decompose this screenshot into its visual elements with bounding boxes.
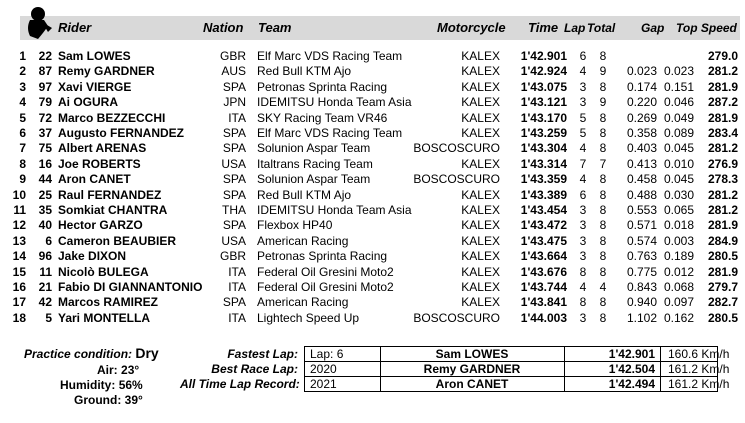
rider-name: Marco BEZZECCHI	[58, 110, 166, 125]
nation: SPA	[222, 187, 246, 202]
best-lap: 4	[579, 280, 587, 294]
team: Federal Oil Gresini Moto2	[257, 264, 394, 279]
top-speed: 282.7	[707, 295, 738, 310]
table-row	[0, 95, 745, 110]
position: 6	[19, 126, 26, 140]
lap-time: 1'43.389	[520, 187, 567, 202]
rider-number: 75	[38, 141, 52, 156]
team: IDEMITSU Honda Team Asia	[257, 95, 412, 110]
best-lap: 8	[579, 295, 587, 310]
rider-number: 11	[39, 264, 52, 279]
position: 16	[12, 280, 26, 294]
header-lap: Lap	[564, 21, 586, 35]
divider	[660, 346, 661, 361]
gap-to-previous: 0.012	[663, 264, 694, 279]
rider-number: 6	[45, 233, 52, 248]
position: 17	[12, 295, 26, 310]
table-row	[0, 218, 745, 233]
table-row	[0, 126, 745, 141]
rider-number: 96	[38, 249, 52, 264]
position: 9	[19, 172, 26, 187]
air-label: Air:	[97, 363, 118, 377]
team: Petronas Sprinta Racing	[257, 79, 388, 94]
gap-to-previous: 0.018	[663, 218, 694, 233]
gap-to-first: 0.174	[626, 79, 657, 94]
table-row	[0, 188, 745, 203]
best-lap: 8	[579, 264, 587, 279]
top-speed: 281.2	[707, 203, 738, 217]
rider-number: 44	[38, 172, 52, 187]
nation: GBR	[219, 249, 246, 264]
motorcycle: KALEX	[461, 156, 500, 171]
rider-name: Albert ARENAS	[58, 141, 147, 156]
top-speed: 281.9	[707, 110, 738, 125]
motorcycle: KALEX	[461, 233, 500, 248]
rider-name: Jake DIXON	[58, 249, 127, 264]
best-lap: 3	[579, 203, 587, 217]
gap-to-first: 0.940	[626, 295, 657, 310]
team: Solunion Aspar Team	[257, 141, 371, 156]
best-lap: 6	[579, 49, 587, 63]
record-time: 1'42.494	[608, 377, 655, 391]
record-label: All Time Lap Record:	[180, 377, 300, 391]
top-speed: 284.9	[707, 233, 738, 248]
motorcycle: KALEX	[461, 49, 500, 63]
top-speed: 281.9	[707, 79, 738, 94]
lap-time: 1'43.841	[520, 295, 567, 310]
rider-number: 16	[38, 156, 52, 171]
rider-number: 42	[38, 295, 52, 310]
record-row-best-race-lap	[180, 362, 740, 377]
nation: SPA	[222, 218, 246, 233]
divider	[564, 376, 565, 391]
position: 1	[19, 49, 26, 63]
motorcycle: KALEX	[461, 79, 500, 94]
lap-time: 1'43.304	[520, 141, 567, 156]
position: 3	[19, 79, 26, 94]
rider-number: 40	[38, 218, 52, 233]
gap-to-first: 0.403	[626, 141, 657, 156]
header-motorcycle: Motorcycle	[437, 20, 506, 35]
top-speed: 276.9	[707, 156, 738, 171]
gap-to-first: 0.763	[626, 249, 657, 264]
nation: SPA	[222, 141, 246, 156]
team: American Racing	[257, 295, 349, 310]
header-team: Team	[258, 20, 292, 35]
record-lap: 2021	[310, 377, 337, 391]
nation: THA	[222, 203, 246, 217]
position: 12	[12, 218, 26, 233]
gap-to-first: 0.269	[626, 110, 657, 125]
top-speed: 283.4	[707, 126, 738, 140]
table-row	[0, 80, 745, 95]
total-laps: 8	[599, 141, 607, 156]
total-laps: 8	[599, 187, 607, 202]
total-laps: 8	[599, 126, 607, 140]
rider-name: Hector GARZO	[58, 218, 143, 233]
top-speed: 281.9	[707, 218, 738, 233]
rider-number: 79	[38, 95, 52, 110]
gap-to-first: 0.413	[626, 156, 657, 171]
motorcycle: KALEX	[461, 126, 500, 140]
record-rider: Aron CANET	[435, 377, 509, 391]
position: 14	[12, 249, 26, 264]
best-lap: 4	[579, 64, 587, 79]
record-label: Fastest Lap:	[227, 347, 298, 361]
lap-time: 1'43.454	[520, 203, 567, 217]
gap-to-first: 0.553	[626, 203, 657, 217]
rider-name: Augusto FERNANDEZ	[58, 126, 184, 140]
position: 2	[19, 64, 26, 79]
table-row	[0, 141, 745, 156]
header-total: Total	[587, 21, 616, 35]
nation: SPA	[222, 126, 246, 140]
gap-to-first: 0.220	[626, 95, 657, 110]
team: Italtrans Racing Team	[257, 156, 373, 171]
best-lap: 3	[579, 79, 587, 94]
motorcycle: KALEX	[461, 249, 500, 264]
total-laps: 8	[599, 203, 607, 217]
team: Lightech Speed Up	[257, 310, 360, 325]
rider-number: 5	[45, 310, 52, 325]
results-header-bar	[20, 16, 740, 40]
rider-name: Joe ROBERTS	[58, 156, 141, 171]
position: 11	[13, 203, 26, 217]
gap-to-first: 0.458	[626, 172, 657, 187]
record-lap: Lap: 6	[310, 347, 344, 361]
table-row	[0, 249, 745, 264]
header-rider: Rider	[58, 20, 92, 35]
best-lap: 4	[579, 141, 587, 156]
record-rider: Remy GARDNER	[423, 362, 521, 376]
total-laps: 7	[599, 156, 607, 171]
gap-to-previous: 0.003	[663, 233, 694, 248]
record-time: 1'42.901	[608, 347, 655, 361]
gap-to-first: 0.843	[626, 280, 657, 294]
motorcycle: KALEX	[461, 203, 500, 217]
best-lap: 6	[579, 187, 587, 202]
nation: SPA	[222, 79, 246, 94]
table-row	[0, 49, 745, 64]
table-row	[0, 203, 745, 218]
nation: SPA	[222, 172, 246, 187]
gap-to-previous: 0.010	[663, 156, 694, 171]
motorcycle: KALEX	[461, 218, 500, 233]
gap-to-previous: 0.049	[663, 110, 694, 125]
total-laps: 9	[599, 95, 607, 110]
lap-time: 1'43.075	[520, 79, 567, 94]
position: 15	[12, 264, 26, 279]
total-laps: 4	[599, 280, 607, 294]
table-row	[0, 111, 745, 126]
nation: AUS	[221, 64, 246, 79]
top-speed: 280.5	[707, 249, 738, 264]
table-row	[0, 64, 745, 79]
ground-temperature	[74, 393, 143, 407]
divider	[380, 346, 381, 361]
humidity	[60, 378, 143, 392]
motorcycle: KALEX	[461, 110, 500, 125]
team: Federal Oil Gresini Moto2	[257, 280, 394, 294]
motorcycle: KALEX	[461, 264, 500, 279]
gap-to-first: 1.102	[626, 310, 657, 325]
position: 8	[19, 156, 26, 171]
team: Solunion Aspar Team	[257, 172, 371, 187]
record-speed: 161.2 Km/h	[668, 377, 730, 391]
total-laps: 8	[599, 110, 607, 125]
team: Flexbox HP40	[257, 218, 333, 233]
record-rider: Sam LOWES	[435, 347, 509, 361]
best-lap: 3	[579, 95, 587, 110]
total-laps: 8	[599, 172, 607, 187]
motorcycle: BOSCOSCURO	[413, 172, 500, 187]
total-laps: 8	[599, 264, 607, 279]
total-laps: 8	[599, 295, 607, 310]
team: Elf Marc VDS Racing Team	[257, 126, 403, 140]
rider-name: Aron CANET	[58, 172, 131, 187]
best-lap: 3	[579, 310, 587, 325]
lap-time: 1'43.121	[520, 95, 567, 110]
divider	[380, 361, 381, 376]
gap-to-previous: 0.189	[663, 249, 694, 264]
team: SKY Racing Team VR46	[257, 110, 388, 125]
lap-time: 1'43.472	[520, 218, 567, 233]
rider-name: Remy GARDNER	[58, 64, 155, 79]
divider	[380, 376, 381, 391]
record-speed: 161.2 Km/h	[668, 362, 730, 376]
total-laps: 9	[599, 64, 607, 79]
gap-to-previous: 0.030	[663, 187, 694, 202]
nation: ITA	[228, 280, 246, 294]
lap-time: 1'44.003	[520, 310, 567, 325]
position: 7	[19, 141, 26, 156]
gap-to-previous: 0.065	[663, 203, 694, 217]
divider	[660, 361, 661, 376]
record-row-fastest-lap	[180, 347, 740, 362]
best-lap: 7	[579, 156, 587, 171]
practice-condition-label: Practice condition:	[24, 347, 133, 361]
record-row-all-time-lap-record	[180, 377, 740, 392]
record-speed: 160.6 Km/h	[668, 347, 730, 361]
total-laps: 8	[599, 79, 607, 94]
gap-to-previous: 0.023	[663, 64, 694, 79]
divider	[564, 346, 565, 361]
practice-condition	[24, 345, 159, 361]
position: 13	[12, 233, 26, 248]
ground-label: Ground:	[74, 393, 122, 407]
motorcycle: BOSCOSCURO	[413, 310, 500, 325]
top-speed: 281.9	[707, 264, 738, 279]
rider-number: 72	[38, 110, 52, 125]
humidity-value: 56%	[118, 378, 143, 392]
record-time: 1'42.504	[608, 362, 655, 376]
lap-time: 1'42.901	[520, 49, 567, 63]
record-label: Best Race Lap:	[211, 362, 298, 376]
best-lap: 5	[579, 110, 587, 125]
nation: ITA	[228, 110, 246, 125]
gap-to-first: 0.571	[626, 218, 657, 233]
practice-condition-value: Dry	[135, 345, 159, 361]
header-nation: Nation	[203, 20, 244, 35]
nation: USA	[221, 233, 246, 248]
total-laps: 8	[599, 233, 607, 248]
rider-name: Nicolò BULEGA	[58, 264, 149, 279]
lap-time: 1'42.924	[520, 64, 567, 79]
top-speed: 281.2	[707, 187, 738, 202]
lap-time: 1'43.664	[520, 249, 567, 264]
motorcycle: BOSCOSCURO	[413, 141, 500, 156]
top-speed: 279.0	[707, 49, 738, 63]
ground-value: 39°	[124, 393, 143, 407]
total-laps: 8	[599, 218, 607, 233]
table-row	[0, 295, 745, 310]
gap-to-first: 0.488	[626, 187, 657, 202]
divider	[564, 361, 565, 376]
motorcycle: KALEX	[461, 64, 500, 79]
table-row	[0, 234, 745, 249]
total-laps: 8	[599, 49, 607, 63]
nation: ITA	[228, 264, 246, 279]
gap-to-previous: 0.151	[663, 79, 694, 94]
gap-to-first: 0.775	[626, 264, 657, 279]
header-gap: Gap	[641, 21, 665, 35]
position: 10	[12, 187, 26, 202]
motorcycle: KALEX	[461, 295, 500, 310]
nation: USA	[221, 156, 246, 171]
rider-name: Sam LOWES	[58, 49, 131, 63]
best-lap: 3	[579, 249, 587, 264]
team: Red Bull KTM Ajo	[257, 64, 352, 79]
lap-time: 1'43.259	[520, 126, 567, 140]
team: American Racing	[257, 233, 349, 248]
best-lap: 4	[579, 172, 587, 187]
best-lap: 3	[579, 218, 587, 233]
table-row	[0, 157, 745, 172]
top-speed: 280.5	[707, 310, 738, 325]
rider-number: 25	[38, 187, 52, 202]
rider-name: Xavi VIERGE	[58, 79, 132, 94]
table-row	[0, 280, 745, 295]
rider-number: 97	[38, 79, 52, 94]
table-row	[0, 265, 745, 280]
table-row	[0, 172, 745, 187]
top-speed: 278.3	[707, 172, 738, 187]
position: 4	[19, 95, 26, 110]
lap-time: 1'43.170	[520, 110, 567, 125]
nation: SPA	[222, 295, 246, 310]
team: Petronas Sprinta Racing	[257, 249, 388, 264]
top-speed: 281.2	[707, 64, 738, 79]
motorcycle: KALEX	[461, 280, 500, 294]
top-speed: 281.2	[707, 141, 738, 156]
rider-name: Marcos RAMIREZ	[58, 295, 159, 310]
top-speed: 287.2	[707, 95, 738, 110]
team: IDEMITSU Honda Team Asia	[257, 203, 412, 217]
lap-time: 1'43.676	[520, 264, 567, 279]
gap-to-previous: 0.045	[663, 172, 694, 187]
lap-time: 1'43.475	[520, 233, 567, 248]
rider-number: 87	[38, 64, 52, 79]
divider	[660, 376, 661, 391]
position: 18	[12, 310, 26, 325]
motorcycle: KALEX	[461, 187, 500, 202]
gap-to-previous: 0.068	[663, 280, 694, 294]
total-laps: 8	[599, 310, 607, 325]
nation: GBR	[219, 49, 246, 63]
air-value: 23°	[121, 363, 140, 377]
nation: JPN	[223, 95, 246, 110]
rider-name: Yari MONTELLA	[58, 310, 151, 325]
top-speed: 279.7	[707, 280, 738, 294]
rider-name: Ai OGURA	[58, 95, 118, 110]
rider-name: Somkiat CHANTRA	[58, 203, 168, 217]
gap-to-previous: 0.045	[663, 141, 694, 156]
gap-to-first: 0.023	[626, 64, 657, 79]
gap-to-first: 0.358	[626, 126, 657, 140]
rider-name: Cameron BEAUBIER	[58, 233, 177, 248]
motorcycle: KALEX	[461, 95, 500, 110]
motorcycle-rider-icon	[24, 6, 54, 40]
rider-name: Fabio DI GIANNANTONIO	[58, 280, 203, 294]
gap-to-previous: 0.089	[663, 126, 694, 140]
lap-time: 1'43.314	[520, 156, 567, 171]
air-temperature	[97, 363, 139, 377]
nation: ITA	[228, 310, 246, 325]
rider-number: 21	[38, 280, 52, 294]
best-lap: 3	[579, 233, 587, 248]
record-lap: 2020	[310, 362, 337, 376]
header-time: Time	[528, 20, 559, 35]
header-top-speed: Top Speed	[676, 21, 737, 35]
lap-time: 1'43.744	[520, 280, 567, 294]
rider-name: Raul FERNANDEZ	[58, 187, 162, 202]
rider-number: 22	[38, 49, 52, 63]
rider-number: 35	[38, 203, 52, 217]
gap-to-previous: 0.046	[663, 95, 694, 110]
position: 5	[19, 110, 26, 125]
humidity-label: Humidity:	[60, 378, 116, 392]
gap-to-previous: 0.097	[663, 295, 694, 310]
gap-to-first: 0.574	[626, 233, 657, 248]
lap-time: 1'43.359	[520, 172, 567, 187]
total-laps: 8	[599, 249, 607, 264]
table-row	[0, 311, 745, 326]
best-lap: 5	[579, 126, 587, 140]
gap-to-previous: 0.162	[663, 310, 694, 325]
rider-number: 37	[38, 126, 52, 140]
team: Elf Marc VDS Racing Team	[257, 49, 403, 63]
team: Red Bull KTM Ajo	[257, 187, 352, 202]
